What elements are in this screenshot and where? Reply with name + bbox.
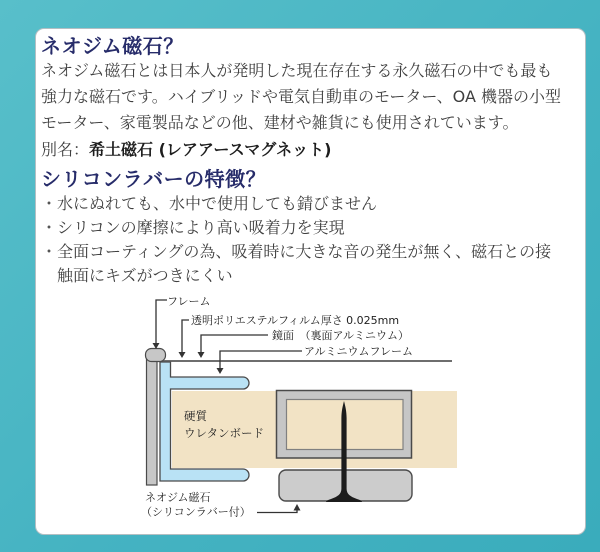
- film-label: 透明ポリエステルフィルム厚さ 0.025mm: [191, 314, 400, 327]
- bullet-marker: ・: [41, 194, 58, 213]
- magnet-text-line: 強力な磁石です。ハイブリッドや電気自動車のモーター、OA 機器の小型: [41, 87, 562, 106]
- mirror-label: 鏡面 （裏面アルミニウム）: [272, 329, 409, 342]
- bullet-marker: ・: [41, 242, 58, 261]
- frame-label: フレーム: [167, 295, 211, 308]
- frame-bar-shape: [147, 352, 158, 485]
- urethane-board-label: ウレタンボード: [184, 426, 265, 440]
- aluminum-frame-label: アルミニウムフレーム: [304, 345, 414, 358]
- feature-bullet-text: シリコンの摩擦により高い吸着力を実現: [57, 218, 345, 237]
- frame-bar-cap-shape: [146, 349, 166, 362]
- alias-value: 希土磁石 (レアアースマグネット): [89, 140, 332, 159]
- rubber-section-heading: シリコンラバーの特徴？: [41, 167, 267, 191]
- neodymium-magnet-label: （シリコンラバー付）: [141, 505, 251, 519]
- feature-bullet: [41, 192, 555, 216]
- magnet-leader-line: [257, 504, 301, 513]
- bullet-marker: ・: [41, 218, 58, 237]
- alias-row: [41, 139, 555, 160]
- feature-bullet: [41, 240, 555, 288]
- neodymium-magnet-label: ネオジム磁石: [145, 491, 211, 504]
- feature-bullet-list: [41, 192, 555, 288]
- urethane-board-label: 硬質: [184, 409, 207, 423]
- magnet-text-line: ネオジム磁石とは日本人が発明した現在存在する永久磁石の中でも最も: [41, 61, 553, 80]
- frame-cross-section-diagram: [135, 288, 475, 534]
- magnet-section-paragraph: [41, 58, 562, 136]
- feature-bullet-text: 全面コーティングの為、吸着時に大きな音の発生が無く、磁石との接触面にキズがつきにくい: [57, 242, 552, 285]
- magnet-section-heading: ネオジム磁石？: [41, 34, 184, 58]
- film-leader-line: [179, 320, 190, 358]
- frame-leader-line: [153, 300, 168, 349]
- magnet-text-line: モーター、家電製品などの他、建材や雑貨にも使用されています。: [41, 113, 519, 132]
- aluminum-frame-leader-line: [217, 351, 303, 374]
- feature-bullet: [41, 216, 555, 240]
- alias-label: 別名：: [41, 140, 90, 159]
- mirror-leader-line: [198, 335, 269, 358]
- feature-bullet-text: 水にぬれても、水中で使用しても錆びません: [57, 194, 378, 213]
